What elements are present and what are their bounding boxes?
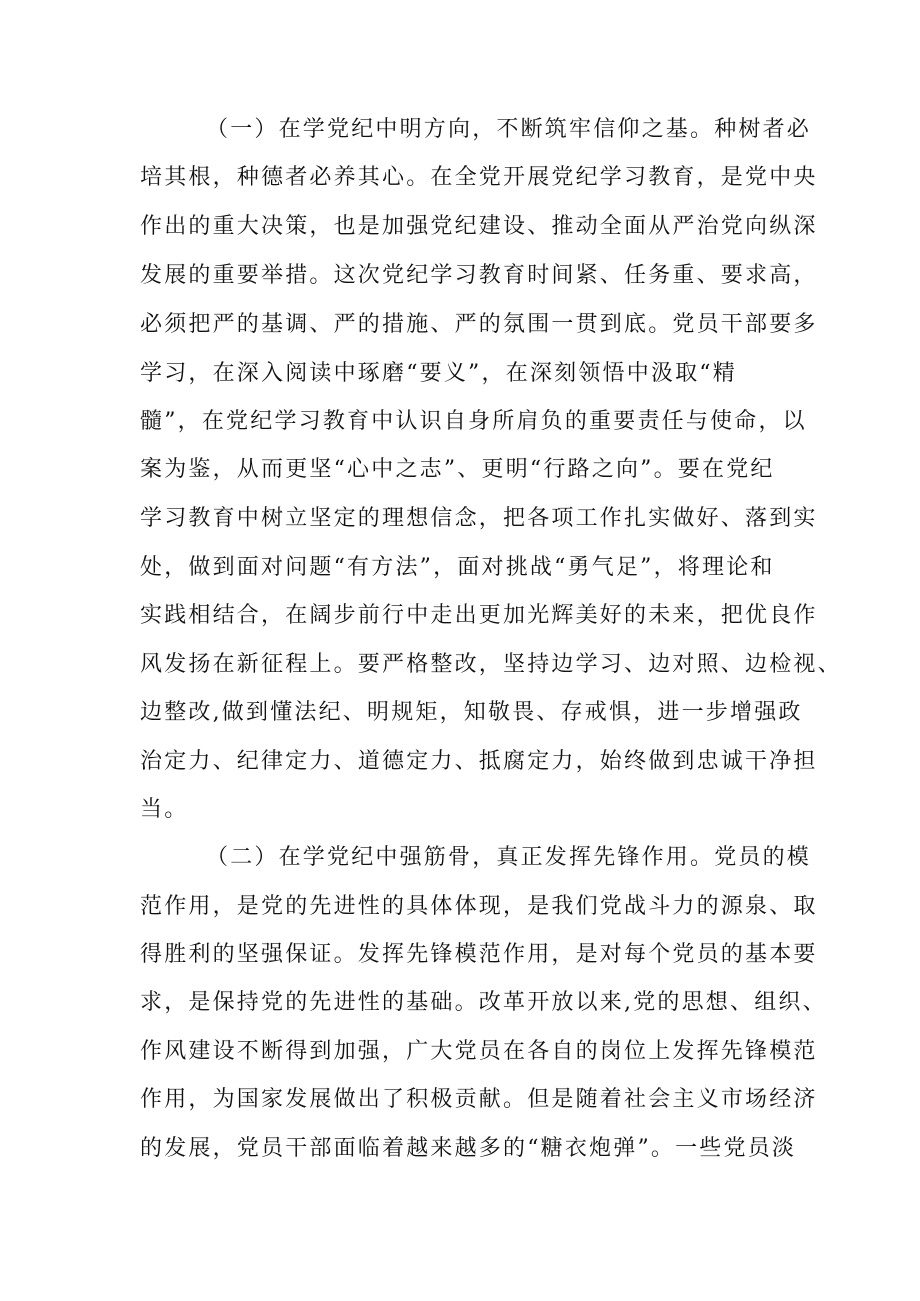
paragraph-line: 培其根，种德者必养其心。在全党开展党纪学习教育，是党中央	[140, 165, 818, 190]
paragraph-line: 边整改,做到懂法纪、明规矩，知敬畏、存戒惧，进一步增强政	[140, 700, 803, 725]
paragraph-line: 学习，在深入阅读中琢磨“要义”，在深刻领悟中汲取“精	[140, 361, 737, 386]
paragraph-line: 处，做到面对问题“有方法”，面对挑战“勇气足”，将理论和	[140, 555, 775, 580]
paragraph-line: 范作用，是党的先进性的具体体现，是我们党战斗力的源泉、取	[140, 894, 818, 919]
paragraph-line: 作风建设不断得到加强，广大党员在各自的岗位上发挥先锋模范	[140, 1039, 818, 1064]
paragraph-line: 得胜利的坚强保证。发挥先锋模范作用，是对每个党员的基本要	[140, 942, 818, 967]
paragraph-line: 风发扬在新征程上。要严格整改，坚持边学习、边对照、边检视、	[140, 652, 842, 677]
paragraph-line: 作出的重大决策，也是加强党纪建设、推动全面从严治党向纵深	[140, 214, 818, 239]
paragraph-line: 作用，为国家发展做出了积极贡献。但是随着社会主义市场经济	[140, 1087, 818, 1112]
paragraph-line: 学习教育中树立坚定的理想信念，把各项工作扎实做好、落到实	[140, 506, 818, 531]
paragraph-line: 必须把严的基调、严的措施、严的氛围一贯到底。党员干部要多	[140, 312, 818, 337]
paragraph-line: （一）在学党纪中明方向，不断筑牢信仰之基。种树者必	[206, 117, 812, 142]
paragraph-line: 髓”，在党纪学习教育中认识自身所肩负的重要责任与使命，以	[140, 409, 807, 434]
paragraph-line: （二）在学党纪中强筋骨，真正发挥先锋作用。党员的模	[206, 845, 812, 870]
paragraph-line: 案为鉴，从而更坚“心中之志”、更明“行路之向”。要在党纪	[140, 457, 775, 482]
paragraph-line: 当。	[140, 797, 189, 822]
paragraph-line: 实践相结合，在阔步前行中走出更加光辉美好的未来，把优良作	[140, 603, 818, 628]
paragraph-line: 求，是保持党的先进性的基础。改革开放以来,党的思想、组织、	[140, 990, 827, 1015]
paragraph-line: 治定力、纪律定力、道德定力、抵腐定力，始终做到忠诚干净担	[140, 749, 818, 774]
paragraph-line: 发展的重要举措。这次党纪学习教育时间紧、任务重、要求高，	[140, 263, 818, 288]
paragraph-line: 的发展，党员干部面临着越来越多的“糖衣炮弹”。一些党员淡	[140, 1136, 797, 1161]
